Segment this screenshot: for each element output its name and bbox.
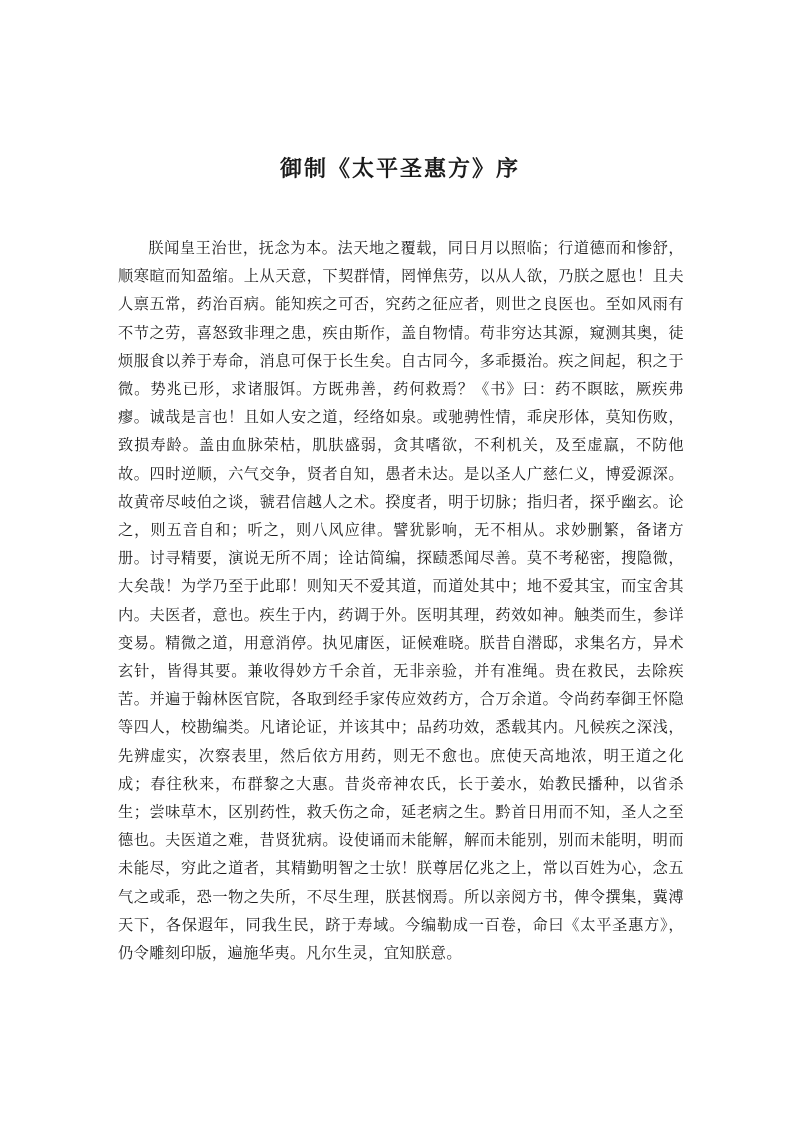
preface-title: 御制《太平圣惠方》序 [279, 157, 520, 182]
preface-body: 朕闻皇王治世，抚念为本。法天地之覆载，同日月以照临；行道德而和惨舒，顺寒暄而知盈缩。上从天意，下契群情，罔惮焦劳，以从人欲，乃朕之愿也！且夫人禀五常，药治百病。能知疾之可否，究药之征应者，则世之良医也。至如风雨有不节之劳，喜怒致非理之患，疾由斯作，盖自物情。苟非穷达其源，窥测其奥，徒烦服食以养于寿命，消息可保于长生矣。自古同今，多乖摄治。疾之间起，积之于微。势兆已形，求诸服饵。方既弗善，药何救焉？《书》曰：药不瞑眩，厥疾弗瘳。诚哉是言也！且如人安之道，经络如泉。或驰骋性情，乖戾形体，莫知伤败，致损寿龄。盖由血脉荣枯，肌肤盛弱，贪其嗜欲，不利机关，及至虚羸，不防他故。四时逆顺，六气交争，贤者自知，愚者未达。是以圣人广慈仁义，博爱源深。故黄帝尽岐伯之谈，虢君信越人之术。揆度者，明于切脉；指归者，探乎幽玄。论之，则五音自和；听之，则八风应律。譬犹影响，无不相从。求妙删繁，备诸方册。讨寻精要，演说无所不周；诠诂简编，探赜悉闻尽善。莫不考秘密，搜隐微，大矣哉！为学乃至于此耶！则知天不爱其道，而道处其中；地不爱其宝，而宝舍其内。夫医者，意也。疾生于内，药调于外。医明其理，药效如神。触类而生，参详变易。精微之道，用意消停。执见庸医，证候难晓。朕昔自潜邸，求集名方，异术玄针，皆得其要。兼收得妙方千余首，无非亲验，并有准绳。贵在救民，去除疾苦。并遍于翰林医官院，各取到经手家传应效药方，合万余道。令尚药奉御王怀隐等四人，校勘编类。凡诸论证，并该其中；品药功效，悉载其内。凡候疾之深浅，先辨虚实，次察表里，然后依方用药，则无不愈也。庶使天高地浓，明王道之化成；春往秋来，布群黎之大惠。昔炎帝神农氏，长于姜水，始教民播种，以省杀生；尝味草木，区别药性，救夭伤之命，延老病之生。黔首日用而不知，圣人之至德也。夫医道之难，昔贤犹病。设使诵而未能解，解而未能别，别而未能明，明而未能尽，穷此之道者，其精勤明智之士欤！朕尊居亿兆之上，常以百姓为心，念五气之或乖，恐一物之失所，不尽生理，朕甚悯焉。所以亲阅方书，俾令撰集，冀溥天下，各保遐年，同我生民，跻于寿域。今编勒成一百卷，命曰《太平圣惠方》，仍令雕刻印版，遍施华夷。凡尔生灵，宜知朕意。 [118, 239, 684, 963]
